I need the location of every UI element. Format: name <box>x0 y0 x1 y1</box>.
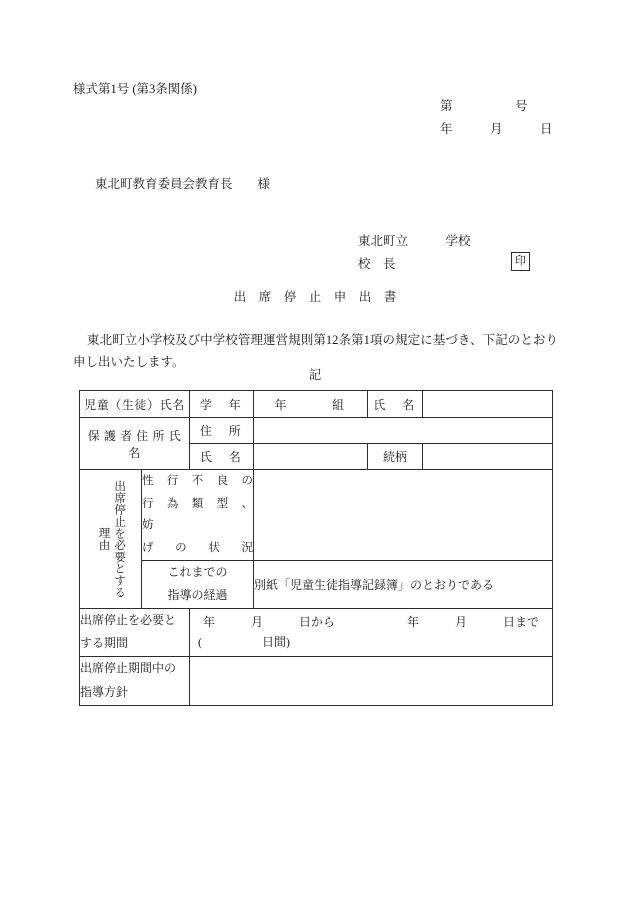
reason-history-label <box>142 561 254 609</box>
guardian-relation-label: 続柄 <box>368 444 423 470</box>
period-label <box>80 608 190 656</box>
student-name-label: 児童（生徒）氏名 <box>80 391 190 418</box>
reason-behaviour-label <box>142 470 254 561</box>
document-title: 出 席 停 止 申 出 書 <box>233 290 397 304</box>
period-value[interactable] <box>190 608 553 656</box>
guardian-label: 保 護 者 住 所 氏 名 <box>80 418 190 470</box>
seal-stamp-box: 印 <box>511 252 530 271</box>
reason-history-label-line2: 指導の経過 <box>167 588 228 603</box>
reason-behaviour-label-line4: げの状況 <box>142 542 253 554</box>
guardian-name-label: 氏 名 <box>190 444 254 470</box>
document-date-field: 年 月 日 <box>440 122 553 136</box>
reason-behaviour-label-line2: 行為類型、 <box>142 498 253 510</box>
policy-label <box>80 656 190 705</box>
policy-label-line2: 指導方針 <box>80 684 129 699</box>
sender-role-line: 校 長 <box>358 257 396 271</box>
student-name-value[interactable] <box>423 391 553 418</box>
reason-vertical-label <box>80 470 142 609</box>
form-code-label: 様式第1号 (第3条関係) <box>73 82 197 96</box>
reason-behaviour-value[interactable] <box>254 470 553 561</box>
grade-class-value[interactable]: 年 組 <box>254 391 368 418</box>
table-row-guardian-address <box>80 418 553 444</box>
guardian-address-label: 住 所 <box>190 418 254 444</box>
reason-vertical-label-main: 出席停止を必要とする <box>113 479 126 598</box>
addressee-line: 東北町教育委員会教育長 様 <box>95 177 271 191</box>
application-form-table <box>79 390 553 706</box>
policy-value[interactable] <box>190 656 553 705</box>
guardian-name-value[interactable] <box>254 444 368 470</box>
reason-history-value[interactable]: 別紙「児童生徒指導記録簿」のとおりである <box>254 561 553 609</box>
reason-history-label-line1: これまでの <box>167 565 228 579</box>
period-value-line2: ( 日間) <box>198 635 290 650</box>
policy-label-line1: 出席停止期間中の <box>80 661 177 676</box>
table-row-student <box>80 391 553 418</box>
sender-school-line: 東北町立 学校 <box>358 234 471 248</box>
ki-marker: 記 <box>308 368 322 382</box>
period-label-line1: 出席停止を必要と <box>80 612 177 627</box>
table-row-reason-behaviour <box>80 470 553 561</box>
document-number-field: 第 号 <box>440 99 528 113</box>
guardian-relation-value[interactable] <box>423 444 553 470</box>
student-name-sublabel: 氏 名 <box>368 391 423 418</box>
table-row-policy <box>80 656 553 705</box>
table-row-period <box>80 608 553 656</box>
reason-behaviour-label-line3: 妨 <box>142 519 154 531</box>
guardian-address-value[interactable] <box>254 418 553 444</box>
grade-label: 学 年 <box>190 391 254 418</box>
reason-vertical-label-sub: 理由 <box>97 527 110 551</box>
period-label-line2: する期間 <box>80 636 129 651</box>
table-row-reason-history <box>80 561 553 609</box>
reason-behaviour-label-line1: 性行不良の <box>142 475 253 487</box>
period-value-line1: 年 月 日から 年 月 日まで <box>203 615 540 630</box>
body-paragraph: 東北町立小学校及び中学校管理運営規則第12条第1項の規定に基づき、下記のとおり申し出いたします。 <box>73 333 558 369</box>
